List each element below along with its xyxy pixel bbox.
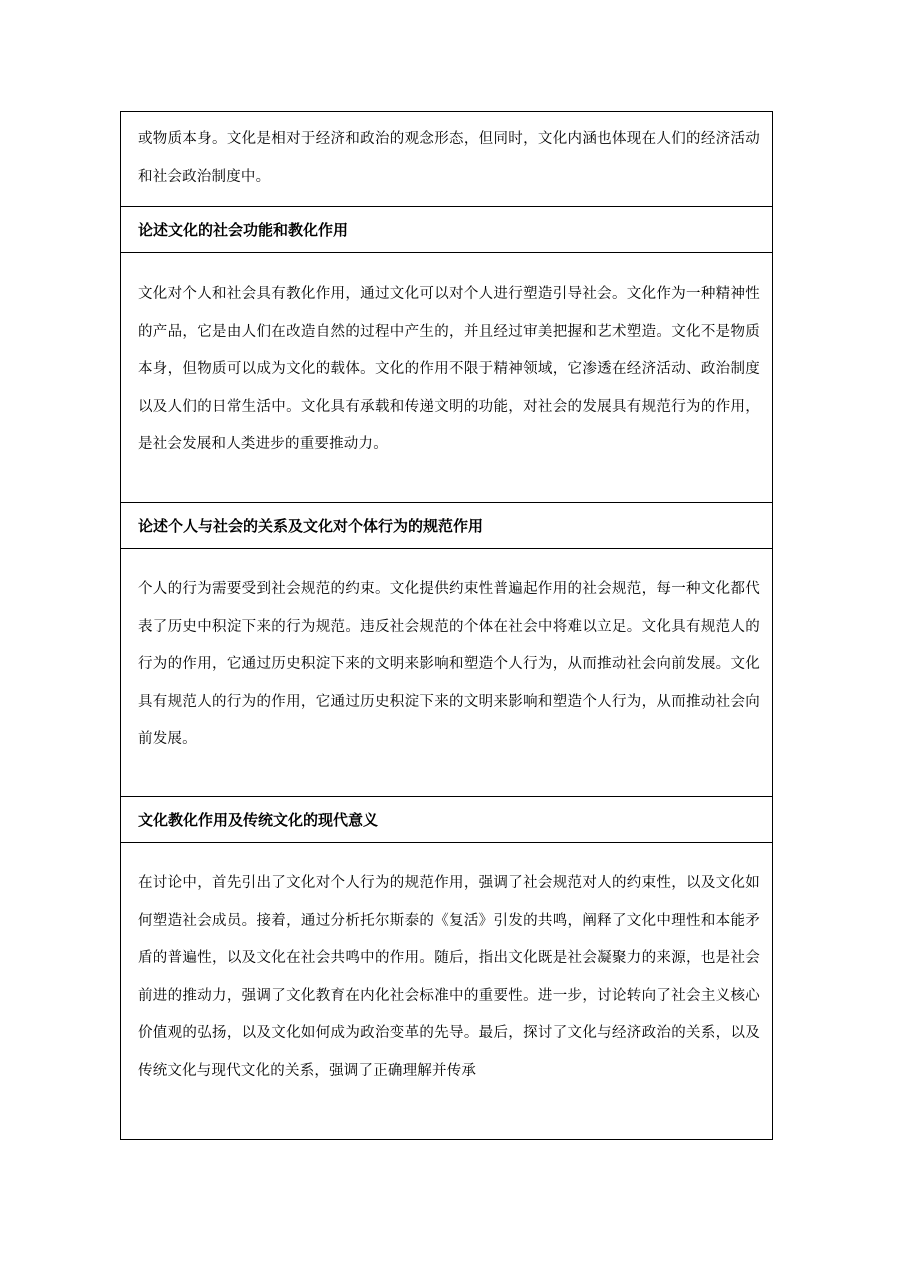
section-body-traditional-culture <box>121 842 772 1139</box>
paragraph-text: 或物质本身。文化是相对于经济和政治的观念形态，但同时，文化内涵也体现在人们的经济活动和社会政治制度中。 <box>138 131 760 185</box>
section-body-individual-society <box>121 548 772 796</box>
document-table <box>120 111 773 1140</box>
heading-text: 论述文化的社会功能和教化作用 <box>138 221 349 239</box>
paragraph-text: 在讨论中，首先引出了文化对个人行为的规范作用，强调了社会规范对人的约束性，以及文化如何塑造社会成员。接着，通过分析托尔斯泰的《复活》引发的共鸣，阐释了文化中理性和本能矛盾的普遍性，以及文化在社会共鸣中的作用。随后，指出文化既是社会凝聚力的来源，也是社会前进的推动力，强调了文化教育在内化社会标准中的重要性。进一步，讨论转向了社会主义核心价值观的弘扬，以及文化如何成为政治变革的先导。最后，探讨了文化与经济政治的关系，以及传统文化与现代文化的关系，强调了正确理解并传承 <box>138 875 760 1079</box>
section-heading-social-function <box>121 206 772 252</box>
heading-text: 文化教化作用及传统文化的现代意义 <box>138 811 379 829</box>
heading-text: 论述个人与社会的关系及文化对个体行为的规范作用 <box>138 517 484 535</box>
paragraph-text: 个人的行为需要受到社会规范的约束。文化提供约束性普遍起作用的社会规范，每一种文化都代表了历史中积淀下来的行为规范。违反社会规范的个体在社会中将难以立足。文化具有规范人的行为的作用，它通过历史积淀下来的文明来影响和塑造个人行为，从而推动社会向前发展。文化具有规范人的行为的作用，它通过历史积淀下来的文明来影响和塑造个人行为，从而推动社会向前发展。 <box>138 581 760 747</box>
paragraph-text: 文化对个人和社会具有教化作用，通过文化可以对个人进行塑造引导社会。文化作为一种精神性的产品，它是由人们在改造自然的过程中产生的，并且经过审美把握和艺术塑造。文化不是物质本身，但物质可以成为文化的载体。文化的作用不限于精神领域，它渗透在经济活动、政治制度以及人们的日常生活中。文化具有承载和传递文明的功能，对社会的发展具有规范行为的作用，是社会发展和人类进步的重要推动力。 <box>138 286 760 452</box>
section-body-continuation <box>121 112 772 206</box>
section-heading-individual-society <box>121 502 772 548</box>
section-body-social-function <box>121 252 772 502</box>
section-heading-traditional-culture <box>121 796 772 842</box>
